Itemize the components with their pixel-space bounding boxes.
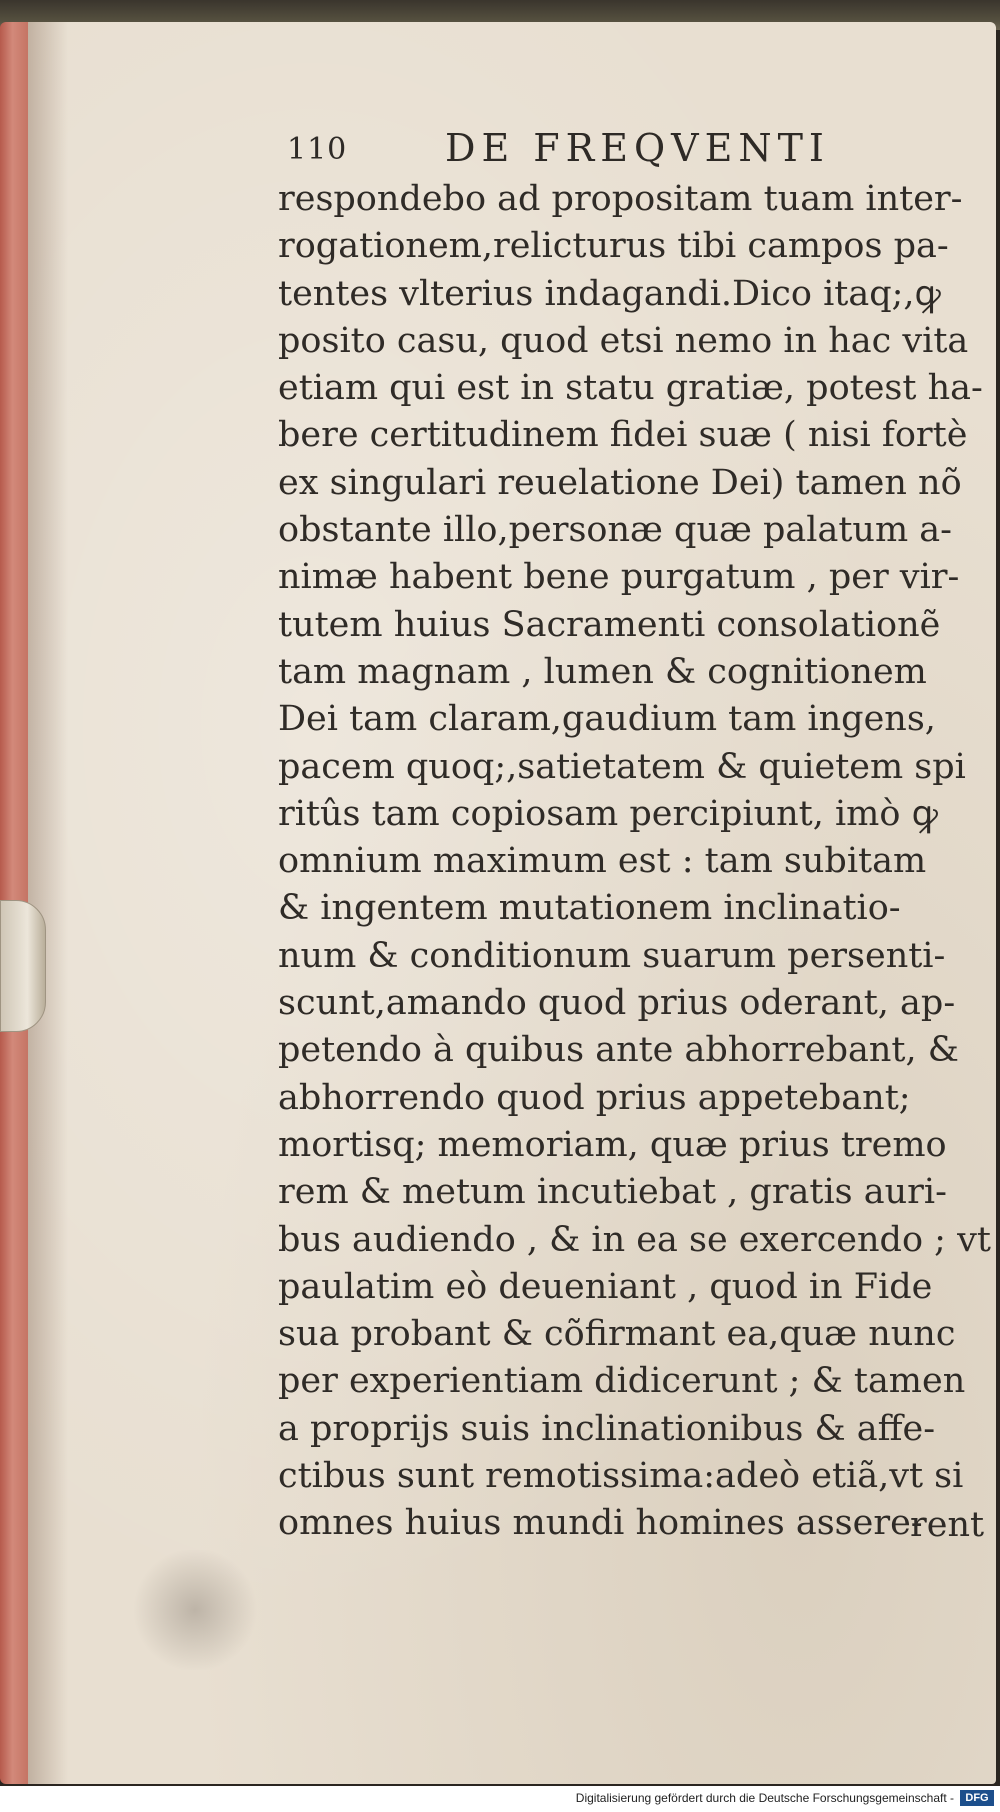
text-line: tentes vlterius indagandi.Dico itaq;,ꝙ bbox=[278, 273, 941, 314]
text-line: omnium maximum est : tam subitam bbox=[278, 841, 927, 882]
text-line: per experientiam didicerunt ; & tamen bbox=[278, 1361, 966, 1402]
text-line: respondebo ad propositam tuam inter- bbox=[278, 179, 963, 219]
ink-smudge bbox=[130, 1550, 260, 1670]
digitization-credit: Digitalisierung gefördert durch die Deutsche Forschungsgemeinschaft - bbox=[575, 1791, 954, 1805]
text-line: tutem huius Sacramenti consolationẽ bbox=[278, 604, 941, 645]
text-line: abhorrendo quod prius appetebant; bbox=[278, 1077, 911, 1118]
text-line: bere certitudinem fidei suæ ( nisi fortè bbox=[278, 415, 968, 456]
text-line: rogationem,relicturus tibi campos pa- bbox=[278, 226, 949, 267]
text-line: ritûs tam copiosam percipiunt, imò ꝙ bbox=[278, 793, 938, 834]
text-line: obstante illo,personæ quæ palatum a- bbox=[278, 510, 952, 551]
catchword: rent bbox=[910, 1505, 985, 1545]
text-line: etiam qui est in statu gratiæ, potest ha- bbox=[278, 368, 983, 409]
text-line: posito casu, quod etsi nemo in hac vita bbox=[278, 320, 969, 361]
text-line: sua probant & cõfirmant ea,quæ nunc bbox=[278, 1314, 956, 1355]
text-line: mortisq; memoriam, quæ prius tremo bbox=[278, 1124, 947, 1165]
text-line: ctibus sunt remotissima:adeò etiã,vt si bbox=[278, 1456, 964, 1497]
footer-bar bbox=[0, 1786, 1000, 1812]
text-line: bus audiendo , & in ea se exercendo ; vt bbox=[278, 1219, 991, 1260]
text-block bbox=[278, 176, 991, 1548]
text-line: paulatim eò deueniant , quod in Fide bbox=[278, 1266, 933, 1307]
text-line: num & conditionum suarum persenti- bbox=[278, 935, 946, 976]
text-line: & ingentem mutationem inclinatio- bbox=[278, 888, 901, 929]
text-line: petendo à quibus ante abhorrebant, & bbox=[278, 1030, 959, 1071]
text-line: nimæ habent bene purgatum , per vir- bbox=[278, 557, 960, 598]
page-number: 110 bbox=[287, 132, 348, 167]
gutter-shadow bbox=[28, 22, 68, 1784]
text-line: pacem quoq;,satietatem & quietem spi bbox=[278, 746, 966, 787]
running-title: DE FREQVENTI bbox=[445, 126, 830, 170]
text-line: scunt,amando quod prius oderant, ap- bbox=[278, 983, 956, 1024]
text-line: ex singulari reuelatione Dei) tamen nõ bbox=[278, 462, 962, 503]
text-line: rem & metum incutiebat , gratis auri- bbox=[278, 1172, 947, 1213]
text-line: a proprijs suis inclinationibus & affe- bbox=[278, 1408, 936, 1449]
dfg-logo-icon: DFG bbox=[960, 1790, 994, 1806]
text-line: omnes huius mundi homines assere- bbox=[278, 1503, 923, 1544]
page-header bbox=[287, 126, 887, 176]
text-line: Dei tam claram,gaudium tam ingens, bbox=[278, 699, 936, 740]
text-line: tam magnam , lumen & cognitionem bbox=[278, 651, 927, 692]
book-clasp bbox=[0, 900, 46, 1032]
